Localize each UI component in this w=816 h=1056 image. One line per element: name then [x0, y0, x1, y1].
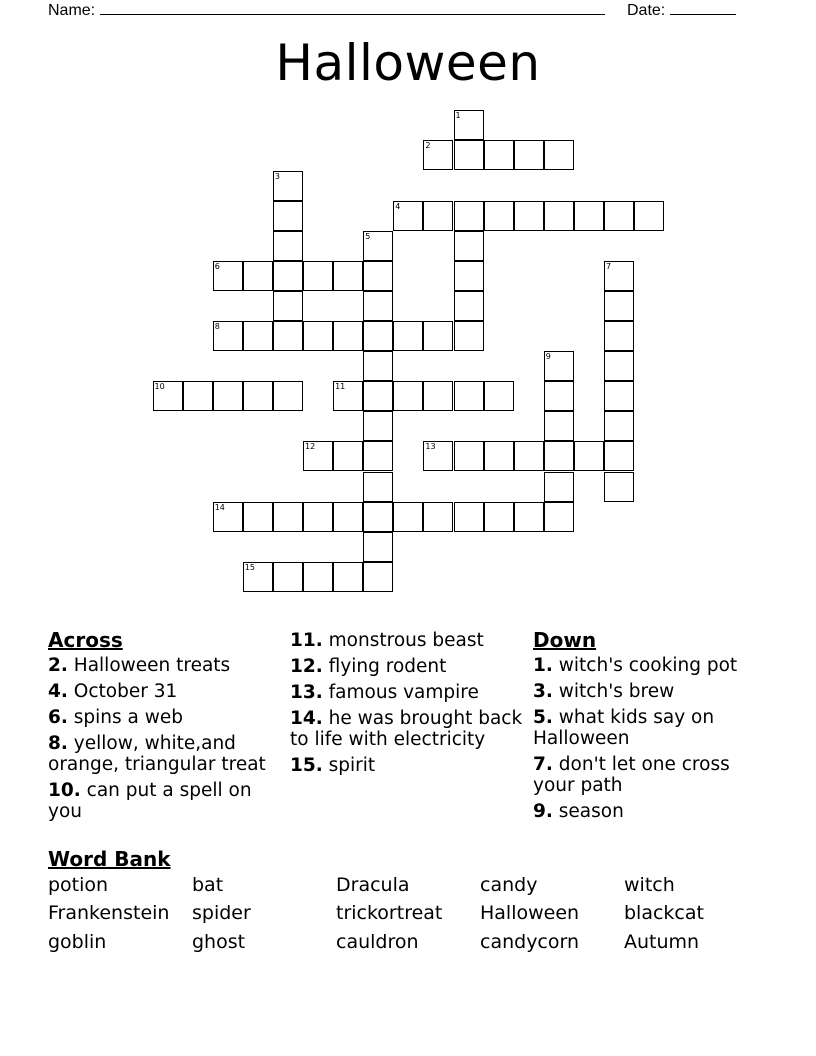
clue-item	[290, 656, 525, 677]
grid-cell[interactable]	[273, 171, 303, 201]
grid-cell[interactable]	[454, 441, 484, 471]
grid-cell[interactable]	[484, 441, 514, 471]
grid-cell[interactable]	[333, 502, 363, 532]
grid-cell[interactable]	[423, 502, 453, 532]
clue-number-label: 9.	[533, 801, 553, 822]
clue-number: 5	[365, 231, 371, 241]
grid-cell[interactable]	[333, 321, 363, 351]
word-bank-word: blackcat	[624, 902, 704, 924]
clue-item	[48, 655, 283, 676]
grid-cell[interactable]	[273, 231, 303, 261]
grid-cell[interactable]	[604, 201, 634, 231]
grid-cell[interactable]	[393, 201, 423, 231]
grid-cell[interactable]	[454, 321, 484, 351]
grid-cell[interactable]	[393, 381, 423, 411]
grid-cell[interactable]	[604, 321, 634, 351]
grid-cell[interactable]	[634, 201, 664, 231]
grid-cell[interactable]	[363, 381, 393, 411]
across-column	[48, 630, 283, 827]
clue-item	[48, 707, 283, 728]
grid-cell[interactable]	[363, 441, 393, 471]
down-column	[533, 630, 773, 827]
word-bank-word: Dracula	[336, 874, 410, 896]
date-label: Date:	[627, 2, 666, 19]
clue-text: spirit	[322, 755, 376, 776]
grid-cell[interactable]	[604, 351, 634, 381]
grid-cell[interactable]	[484, 502, 514, 532]
grid-cell[interactable]	[213, 261, 243, 291]
clue-text: famous vampire	[322, 682, 479, 703]
clue-text: October 31	[67, 681, 178, 702]
grid-cell[interactable]	[273, 381, 303, 411]
grid-cell[interactable]	[544, 351, 574, 381]
grid-cell[interactable]	[604, 411, 634, 441]
grid-cell[interactable]	[303, 502, 333, 532]
grid-cell[interactable]	[273, 291, 303, 321]
grid-cell[interactable]	[363, 562, 393, 592]
grid-cell[interactable]	[303, 441, 333, 471]
name-label: Name:	[48, 2, 96, 19]
grid-cell[interactable]	[153, 381, 183, 411]
grid-cell[interactable]	[423, 321, 453, 351]
grid-cell[interactable]	[514, 502, 544, 532]
grid-cell[interactable]	[363, 411, 393, 441]
clue-number: 10	[154, 382, 165, 392]
clue-number: 13	[425, 442, 436, 452]
clue-item	[533, 801, 773, 822]
clue-text: witch's brew	[552, 681, 675, 702]
grid-cell[interactable]	[604, 261, 634, 291]
clue-number-label: 5.	[533, 707, 553, 728]
clue-item	[48, 681, 283, 702]
grid-cell[interactable]	[183, 381, 213, 411]
grid-cell[interactable]	[604, 381, 634, 411]
clue-text: what kids say on Halloween	[533, 707, 715, 749]
grid-cell[interactable]	[454, 140, 484, 170]
grid-cell[interactable]	[333, 562, 363, 592]
grid-cell[interactable]	[393, 321, 423, 351]
grid-cell[interactable]	[454, 291, 484, 321]
grid-cell[interactable]	[484, 381, 514, 411]
grid-cell[interactable]	[243, 502, 273, 532]
clue-item	[48, 733, 283, 775]
grid-cell[interactable]	[544, 441, 574, 471]
grid-cell[interactable]	[454, 231, 484, 261]
clue-number: 15	[244, 562, 255, 572]
grid-cell[interactable]	[273, 201, 303, 231]
grid-cell[interactable]	[273, 261, 303, 291]
grid-cell[interactable]	[604, 291, 634, 321]
grid-cell[interactable]	[514, 201, 544, 231]
clue-item	[290, 682, 525, 703]
grid-cell[interactable]	[544, 411, 574, 441]
grid-cell[interactable]	[363, 291, 393, 321]
word-bank-word: cauldron	[336, 931, 419, 953]
clue-number: 11	[335, 382, 346, 392]
clue-number-label: 8.	[48, 733, 68, 754]
word-bank-word: spider	[192, 902, 251, 924]
grid-cell[interactable]	[514, 140, 544, 170]
word-bank-heading: Word Bank	[48, 847, 171, 871]
clue-number-label: 6.	[48, 707, 68, 728]
clue-item	[533, 707, 773, 749]
grid-cell[interactable]	[454, 261, 484, 291]
clue-number: 4	[395, 201, 401, 211]
clue-number: 3	[274, 171, 280, 181]
word-bank-word: Halloween	[480, 902, 580, 924]
clue-number: 12	[305, 442, 316, 452]
clue-number: 1	[455, 111, 461, 121]
grid-cell[interactable]	[484, 201, 514, 231]
grid-cell[interactable]	[423, 441, 453, 471]
grid-cell[interactable]	[213, 381, 243, 411]
clue-item	[290, 708, 525, 750]
clue-text: he was brought back to life with electricity	[290, 708, 523, 750]
clue-text: witch's cooking pot	[552, 655, 738, 676]
clue-number-label: 3.	[533, 681, 553, 702]
grid-cell[interactable]	[454, 201, 484, 231]
grid-cell[interactable]	[423, 201, 453, 231]
word-bank-word: bat	[192, 874, 224, 896]
clue-number: 8	[214, 322, 220, 331]
grid-cell[interactable]	[273, 502, 303, 532]
grid-cell[interactable]	[273, 562, 303, 592]
grid-cell[interactable]	[544, 140, 574, 170]
grid-cell[interactable]	[544, 201, 574, 231]
clue-item	[48, 780, 283, 822]
clue-number-label: 2.	[48, 655, 68, 676]
word-bank-word: Autumn	[624, 931, 700, 953]
grid-cell[interactable]	[363, 532, 393, 562]
down-heading: Down	[533, 628, 597, 652]
word-bank-word: witch	[624, 874, 675, 896]
clue-text: can put a spell on you	[48, 780, 252, 822]
grid-cell[interactable]	[243, 381, 273, 411]
clue-text: spins a web	[67, 707, 184, 728]
clue-item	[533, 681, 773, 702]
clue-item	[533, 754, 773, 796]
clue-number: 7	[606, 261, 612, 271]
grid-cell[interactable]	[574, 441, 604, 471]
grid-cell[interactable]	[333, 261, 363, 291]
grid-cell[interactable]	[544, 381, 574, 411]
grid-cell[interactable]	[363, 351, 393, 381]
grid-cell[interactable]	[423, 381, 453, 411]
grid-cell[interactable]	[303, 562, 333, 592]
word-bank-word: trickortreat	[336, 902, 443, 924]
grid-cell[interactable]	[303, 321, 333, 351]
grid-cell[interactable]	[363, 502, 393, 532]
clue-number-label: 14.	[290, 708, 323, 729]
grid-cell[interactable]	[363, 261, 393, 291]
across-heading: Across	[48, 628, 123, 652]
word-bank-word: candy	[480, 874, 538, 896]
clue-text: don't let one cross your path	[533, 754, 730, 796]
grid-cell[interactable]	[333, 441, 363, 471]
clue-item	[290, 755, 525, 776]
grid-cell[interactable]	[544, 472, 574, 502]
clue-text: flying rodent	[322, 656, 447, 677]
clue-item	[290, 630, 525, 651]
grid-cell[interactable]	[243, 261, 273, 291]
grid-cell[interactable]	[213, 321, 243, 351]
clue-text: season	[552, 801, 624, 822]
clue-number-label: 13.	[290, 682, 323, 703]
word-bank-word: Frankenstein	[48, 902, 170, 924]
clue-number: 6	[214, 261, 220, 271]
clue-number-label: 7.	[533, 754, 553, 775]
clue-number-label: 1.	[533, 655, 553, 676]
grid-cell[interactable]	[604, 472, 634, 502]
word-bank-word: ghost	[192, 931, 246, 953]
word-bank-word: candycorn	[480, 931, 580, 953]
grid-cell[interactable]	[574, 201, 604, 231]
grid-cell[interactable]	[454, 381, 484, 411]
clue-number: 2	[425, 141, 431, 151]
clue-number: 14	[214, 502, 225, 512]
grid-cell[interactable]	[213, 502, 243, 532]
across-column-continued	[290, 630, 525, 781]
clue-number-label: 12.	[290, 656, 323, 677]
clue-text: yellow, white,and orange, triangular treat	[48, 733, 266, 775]
grid-cell[interactable]	[363, 321, 393, 351]
clue-text: monstrous beast	[322, 630, 484, 651]
grid-cell[interactable]	[273, 321, 303, 351]
grid-cell[interactable]	[363, 472, 393, 502]
clue-text: Halloween treats	[67, 655, 231, 676]
grid-cell[interactable]	[544, 502, 574, 532]
clue-number-label: 10.	[48, 780, 81, 801]
grid-cell[interactable]	[454, 502, 484, 532]
clue-number: 9	[545, 352, 551, 362]
grid-cell[interactable]	[514, 441, 544, 471]
grid-cell[interactable]	[604, 441, 634, 471]
clue-item	[533, 655, 773, 676]
grid-cell[interactable]	[484, 140, 514, 170]
clue-number-label: 4.	[48, 681, 68, 702]
clue-number-label: 15.	[290, 755, 323, 776]
grid-cell[interactable]	[243, 562, 273, 592]
clue-number-label: 11.	[290, 630, 323, 651]
grid-cell[interactable]	[393, 502, 423, 532]
puzzle-title: Halloween	[275, 34, 541, 92]
grid-cell[interactable]	[303, 261, 333, 291]
word-bank-word: potion	[48, 874, 109, 896]
grid-cell[interactable]	[454, 110, 484, 140]
grid-cell[interactable]	[423, 140, 453, 170]
grid-cell[interactable]	[333, 381, 363, 411]
grid-cell[interactable]	[363, 231, 393, 261]
grid-cell[interactable]	[243, 321, 273, 351]
word-bank-word: goblin	[48, 931, 107, 953]
